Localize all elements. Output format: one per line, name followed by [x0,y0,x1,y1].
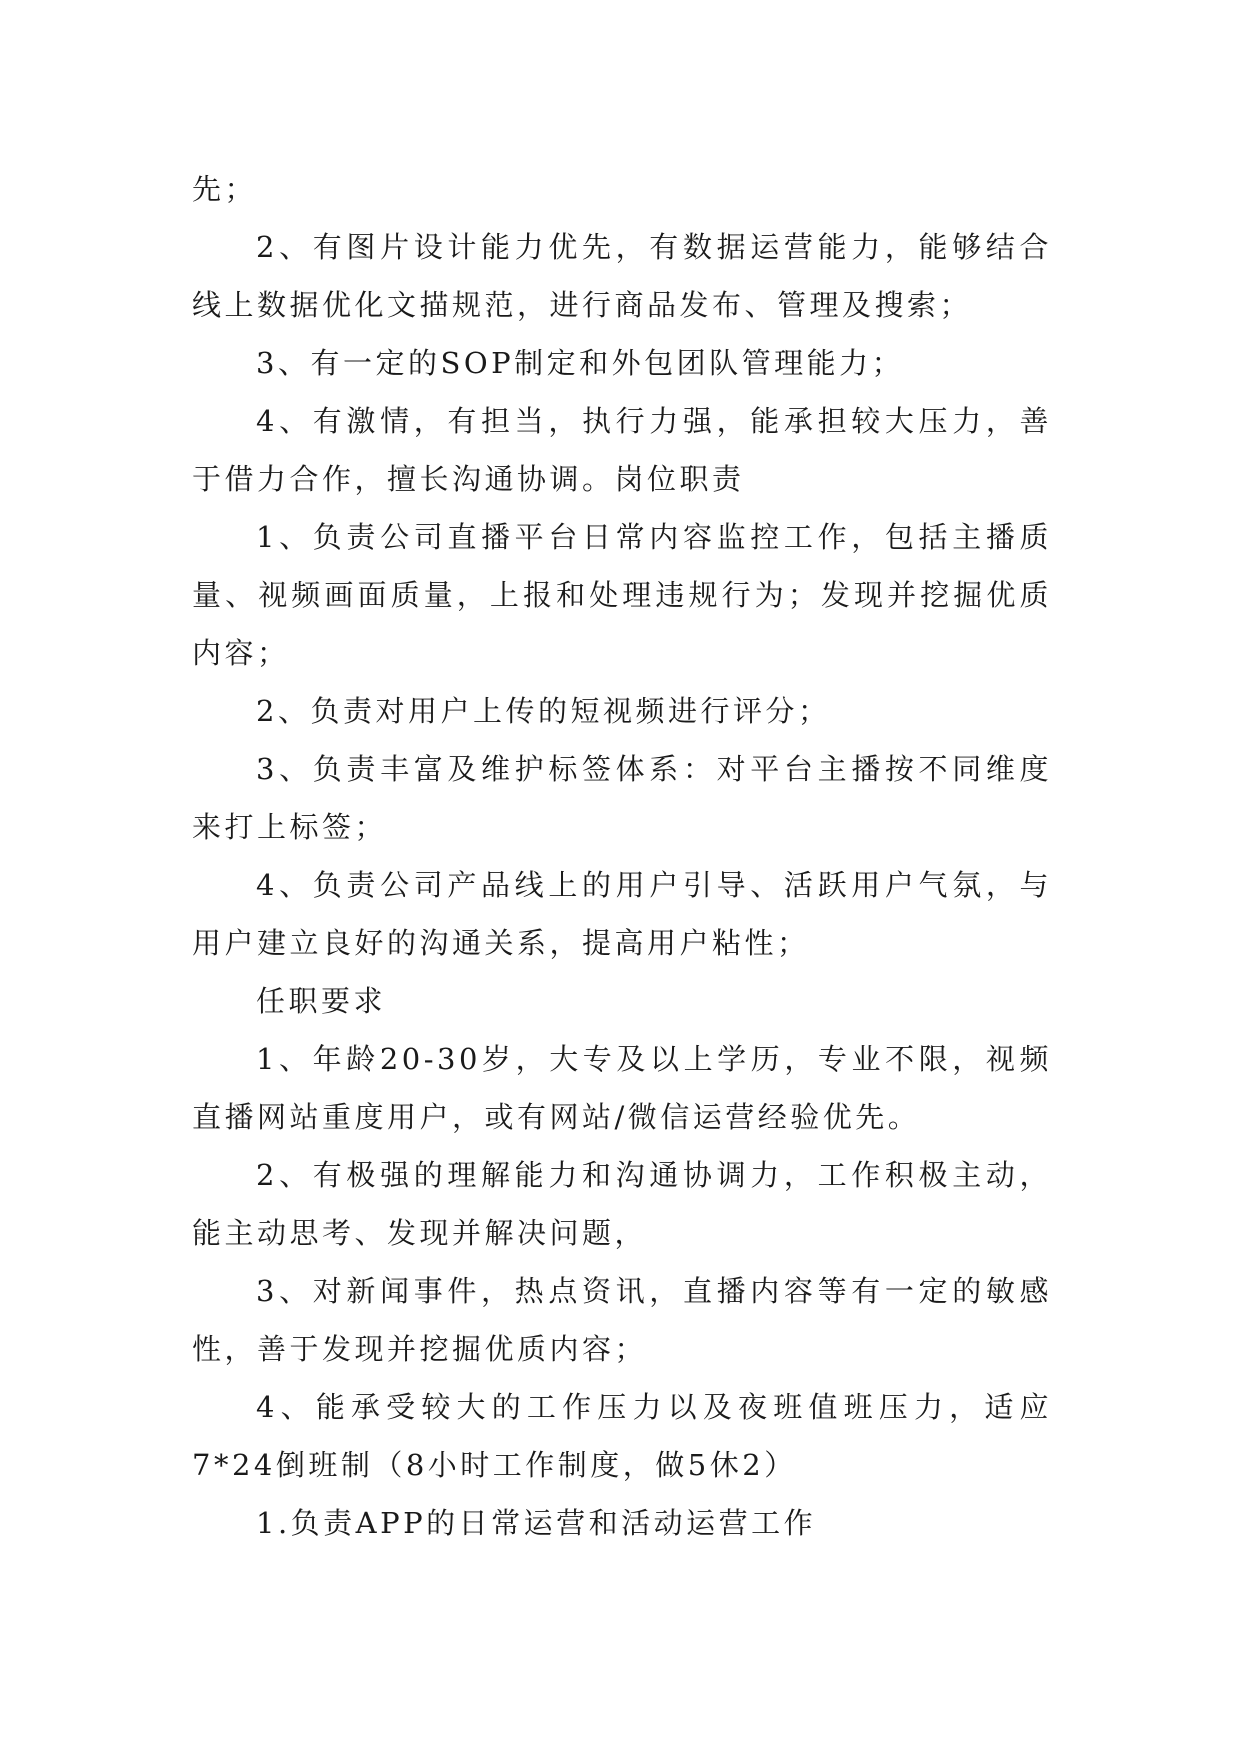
section-heading-requirements: 任职要求 [256,984,387,1018]
paragraph-qualification-3: 3、对新闻事件，热点资讯，直播内容等有一定的敏感性，善于发现并挖掘优质内容； [192,1274,1052,1366]
paragraph-continuation: 先； [192,172,258,206]
paragraph-qualification-1: 1、年龄20-30岁，大专及以上学历，专业不限，视频直播网站重度用户，或有网站/微信运营经验优先。 [192,1042,1052,1134]
paragraph-duty-2: 2、负责对用户上传的短视频进行评分； [256,694,831,728]
paragraph-duty-4: 4、负责公司产品线上的用户引导、活跃用户气氛，与用户建立良好的沟通关系，提高用户粘性； [192,868,1052,960]
paragraph-requirement-4: 4、有激情，有担当，执行力强，能承担较大压力，善于借力合作，擅长沟通协调。岗位职责 [192,404,1052,496]
paragraph-app-duty-1: 1.负责APP的日常运营和活动运营工作 [256,1506,817,1540]
document-body [192,160,1052,1552]
paragraph-qualification-2: 2、有极强的理解能力和沟通协调力，工作积极主动，能主动思考、发现并解决问题， [192,1158,1052,1250]
paragraph-requirement-3: 3、有一定的SOP制定和外包团队管理能力； [256,346,905,380]
paragraph-duty-3: 3、负责丰富及维护标签体系：对平台主播按不同维度来打上标签； [192,752,1052,844]
paragraph-requirement-2: 2、有图片设计能力优先，有数据运营能力，能够结合线上数据优化文描规范，进行商品发布、管理及搜索； [192,230,1052,322]
paragraph-duty-1: 1、负责公司直播平台日常内容监控工作，包括主播质量、视频画面质量，上报和处理违规行为；发现并挖掘优质内容； [192,520,1052,670]
paragraph-qualification-4: 4、能承受较大的工作压力以及夜班值班压力，适应7*24倒班制（8小时工作制度，做5休2） [192,1390,1052,1482]
